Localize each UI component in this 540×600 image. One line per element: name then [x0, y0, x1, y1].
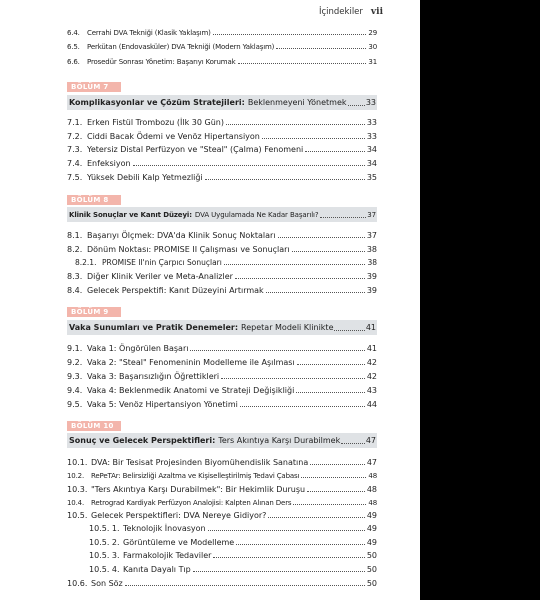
toc-entry-title: Gelecek Perspektifleri: DVA Nereye Gidiyor?: [91, 511, 267, 520]
toc-entry-title: Vaka 3: Başarısızlığın Öğrettikleri: [87, 372, 220, 381]
toc-entry-page: 50: [366, 565, 377, 574]
toc-entry-number: 10.3.: [67, 485, 88, 494]
toc-entry-number: 10.4.: [67, 499, 85, 507]
toc-leader-dots: [238, 63, 367, 64]
toc-entry-number: 8.1.: [67, 231, 83, 240]
toc-entry-page: 34: [366, 159, 377, 168]
toc-entry-number: 6.6.: [67, 58, 80, 66]
toc-entry-number: 9.2.: [67, 358, 83, 367]
toc-leader-dots: [224, 264, 366, 265]
toc-entry-number: 10.5. 4.: [89, 565, 120, 574]
toc-entry-title: Vaka 5: Venöz Hipertansiyon Yönetimi: [87, 400, 238, 409]
toc-entry-number: 8.4.: [67, 286, 83, 295]
toc-entry-title: Erken Fistül Trombozu (İlk 30 Gün): [87, 118, 224, 127]
toc-leader-dots: [190, 350, 364, 351]
toc-entry-title: RePeTAr: Belirsizliği Azaltma ve Kişiselleştirilmiş Tedavi Çabası: [91, 472, 300, 480]
chapter-page: 37: [367, 210, 376, 219]
toc-entry-number: 9.1.: [67, 344, 83, 353]
toc-leader-dots: [305, 151, 365, 152]
toc-entry-page: 29: [368, 29, 377, 37]
chapter-title-bold: Sonuç ve Gelecek Perspektifleri:: [69, 436, 216, 445]
toc-entry-number: 10.2.: [67, 472, 85, 480]
chapter-tag: BÖLÜM 9: [67, 307, 121, 317]
toc-entry[interactable]: [67, 284, 377, 295]
toc-entry-title: "Ters Akıntıya Karşı Durabilmek": Bir Hekimlik Duruşu: [91, 485, 306, 494]
toc-entry-number: 10.5. 3.: [89, 551, 120, 560]
toc-subentry[interactable]: [89, 522, 377, 533]
chapter-title-bold: Komplikasyonlar ve Çözüm Stratejileri:: [69, 98, 245, 107]
toc-entry-page: 37: [366, 231, 377, 240]
toc-entry[interactable]: [67, 26, 377, 37]
chapter-tag: BÖLÜM 10: [67, 421, 121, 431]
toc-entry-title: Vaka 2: "Steal" Fenomeninin Modelleme ile Aşılması: [87, 358, 295, 367]
toc-leader-dots: [297, 364, 365, 365]
chapter-heading[interactable]: [67, 95, 377, 110]
running-header-page: vii: [370, 7, 383, 17]
toc-entry-title: Ciddi Bacak Ödemi ve Venöz Hipertansiyon: [87, 132, 260, 141]
toc-entry[interactable]: [67, 342, 377, 353]
toc-entry[interactable]: [67, 577, 377, 588]
toc-entry[interactable]: [67, 157, 377, 168]
toc-entry[interactable]: [67, 496, 377, 507]
chapter-subtitle: Repetar Modeli Klinikte: [241, 323, 334, 332]
toc-entry-page: 48: [368, 499, 377, 507]
toc-leader-dots: [240, 406, 365, 407]
toc-entry-number: 7.3.: [67, 145, 83, 154]
toc-entry-title: Retrograd Kardiyak Perfüzyon Analojisi: Kalpten Alınan Ders: [91, 499, 292, 507]
toc-entry-number: 6.4.: [67, 29, 80, 37]
toc-leader-dots: [278, 237, 365, 238]
toc-entry-title: Cerrahi DVA Tekniği (Klasik Yaklaşım): [87, 29, 211, 37]
toc-entry-page: 43: [366, 386, 377, 395]
toc-entry-title: Dönüm Noktası: PROMISE II Çalışması ve Sonuçları: [87, 245, 290, 254]
chapter-title-bold: Vaka Sunumları ve Pratik Denemeler:: [69, 323, 239, 332]
toc-leader-dots: [310, 464, 365, 465]
chapter-subtitle: Ters Akıntıya Karşı Durabilmek: [218, 436, 341, 445]
toc-entry-number: 10.5. 2.: [89, 538, 120, 547]
toc-entry-number: 8.2.: [67, 245, 83, 254]
toc-entry-title: Prosedür Sonrası Yönetim: Başarıyı Korumak: [87, 58, 236, 66]
toc-leader-dots: [133, 165, 365, 166]
toc-entry-number: 10.5.: [67, 511, 88, 520]
chapter-title-bold: Klinik Sonuçlar ve Kanıt Düzeyi:: [69, 210, 192, 219]
toc-entry-title: PROMISE II'nin Çarpıcı Sonuçları: [102, 258, 222, 267]
toc-leader-dots: [276, 48, 366, 49]
chapter-tag: BÖLÜM 8: [67, 195, 121, 205]
toc-entry-page: 48: [368, 472, 377, 480]
toc-entry-title: DVA: Bir Tesisat Projesinden Biyomühendislik Sanatına: [91, 458, 309, 467]
toc-entry[interactable]: [67, 509, 377, 520]
toc-entry-title: Enfeksiyon: [87, 159, 131, 168]
toc-entry[interactable]: [67, 55, 377, 66]
toc-entry-page: 38: [367, 258, 377, 267]
toc-entry[interactable]: [67, 143, 377, 154]
toc-entry-page: 41: [366, 344, 377, 353]
toc-entry-title: Perkütan (Endovasküler) DVA Tekniği (Modern Yaklaşım): [87, 43, 275, 51]
running-header-label: İçindekiler: [318, 7, 363, 17]
toc-leader-dots: [235, 278, 365, 279]
toc-leader-dots: [193, 571, 365, 572]
toc-entry-title: Son Söz: [91, 579, 123, 588]
chapter-heading[interactable]: [67, 320, 377, 335]
toc-entry-title: Başarıyı Ölçmek: DVA'da Klinik Sonuç Noktaları: [87, 231, 276, 240]
chapter-subtitle: Beklenmeyeni Yönetmek: [247, 98, 347, 107]
toc-entry-title: Görüntüleme ve Modelleme: [123, 538, 235, 547]
chapter-heading[interactable]: [67, 207, 377, 222]
toc-leader-dots: [292, 251, 365, 252]
toc-entry-number: 10.6.: [67, 579, 88, 588]
toc-entry[interactable]: [67, 384, 377, 395]
toc-entry-page: 48: [366, 485, 377, 494]
toc-entry[interactable]: [67, 270, 377, 281]
chapter-page: 47: [365, 436, 376, 445]
toc-entry-title: Yüksek Debili Kalp Yetmezliği: [87, 173, 203, 182]
chapter-heading[interactable]: [67, 433, 377, 448]
toc-entry-title: Gelecek Perspektifi: Kanıt Düzeyini Artırmak: [87, 286, 264, 295]
toc-entry[interactable]: [67, 40, 377, 51]
toc-leader-dots: [262, 138, 365, 139]
toc-entry-title: Farmakolojik Tedaviler: [123, 551, 212, 560]
chapter-subtitle: DVA Uygulamada Ne Kadar Başarılı?: [194, 210, 319, 219]
toc-entry-number: 10.5. 1.: [89, 524, 120, 533]
toc-entry[interactable]: [67, 130, 377, 141]
toc-entry-number: 7.5.: [67, 173, 83, 182]
toc-entry[interactable]: [67, 398, 377, 409]
chapter-page: 33: [365, 98, 376, 107]
toc-leader-dots: [266, 292, 365, 293]
toc-leader-dots: [226, 124, 365, 125]
toc-entry-number: 9.3.: [67, 372, 83, 381]
toc-leader-dots: [296, 392, 365, 393]
toc-entry-page: 35: [366, 173, 377, 182]
toc-leader-dots: [307, 491, 365, 492]
toc-entry-page: 42: [366, 372, 377, 381]
toc-entry[interactable]: [67, 116, 377, 127]
toc-entry-title: Kanıta Dayalı Tıp: [123, 565, 191, 574]
toc-leader-dots: [125, 585, 365, 586]
toc-subentry[interactable]: [75, 256, 377, 267]
toc-leader-dots: [213, 34, 367, 35]
chapter-tag: BÖLÜM 7: [67, 82, 121, 92]
running-header: [319, 7, 383, 17]
toc-entry-number: 10.1.: [67, 458, 88, 467]
toc-entry[interactable]: [67, 171, 377, 182]
toc-entry-number: 7.4.: [67, 159, 83, 168]
toc-entry-title: Vaka 1: Öngörülen Başarı: [87, 344, 189, 353]
toc-leader-dots: [301, 477, 366, 478]
toc-entry[interactable]: [67, 370, 377, 381]
toc-leader-dots: [208, 530, 365, 531]
toc-leader-dots: [236, 544, 365, 545]
toc-entry-page: 50: [366, 551, 377, 560]
toc-entry-number: 9.5.: [67, 400, 83, 409]
toc-entry-number: 8.3.: [67, 272, 83, 281]
toc-leader-dots: [293, 504, 366, 505]
toc-entry-number: 6.5.: [67, 43, 80, 51]
toc-entry-number: 8.2.1.: [75, 258, 97, 267]
toc-leader-dots: [205, 179, 365, 180]
toc-entry-title: Diğer Klinik Veriler ve Meta-Analizler: [87, 272, 233, 281]
toc-entry-page: 50: [366, 579, 377, 588]
toc-leader-dots: [348, 105, 365, 106]
chapter-page: 41: [365, 323, 376, 332]
toc-entry-page: 38: [366, 245, 377, 254]
toc-entry[interactable]: [67, 483, 377, 494]
toc-entry-title: Teknolojik İnovasyon: [123, 524, 206, 533]
toc-entry[interactable]: [67, 469, 377, 480]
toc-leader-dots: [334, 330, 364, 331]
toc-entry-page: 44: [366, 400, 377, 409]
toc-entry-page: 31: [368, 58, 377, 66]
toc-leader-dots: [268, 517, 364, 518]
toc-leader-dots: [213, 557, 364, 558]
toc-entry-page: 30: [368, 43, 377, 51]
toc-entry-title: Vaka 4: Beklenmedik Anatomi ve Strateji Değişikliği: [87, 386, 295, 395]
toc-entry-page: 39: [366, 286, 377, 295]
toc-entry-page: 47: [366, 458, 377, 467]
toc-entry[interactable]: [67, 229, 377, 240]
toc-entry-page: 39: [366, 272, 377, 281]
toc-entry-page: 34: [366, 145, 377, 154]
toc-entry[interactable]: [67, 456, 377, 467]
toc-entry-page: 49: [366, 524, 377, 533]
toc-subentry[interactable]: [89, 536, 377, 547]
toc-entry-title: Yetersiz Distal Perfüzyon ve "Steal" (Çalma) Fenomeni: [87, 145, 304, 154]
toc-entry-page: 33: [366, 118, 377, 127]
toc-entry-page: 49: [366, 538, 377, 547]
toc-entry[interactable]: [67, 243, 377, 254]
toc-leader-dots: [221, 378, 365, 379]
background-margin: [420, 0, 540, 600]
toc-subentry[interactable]: [89, 563, 377, 574]
toc-leader-dots: [320, 217, 367, 218]
toc-entry-number: 7.1.: [67, 118, 83, 127]
toc-entry-page: 49: [366, 511, 377, 520]
toc-entry-number: 7.2.: [67, 132, 83, 141]
toc-subentry[interactable]: [89, 549, 377, 560]
toc-entry-page: 42: [366, 358, 377, 367]
toc-entry-number: 9.4.: [67, 386, 83, 395]
toc-entry[interactable]: [67, 356, 377, 367]
toc-entry-page: 33: [366, 132, 377, 141]
toc-leader-dots: [341, 443, 365, 444]
